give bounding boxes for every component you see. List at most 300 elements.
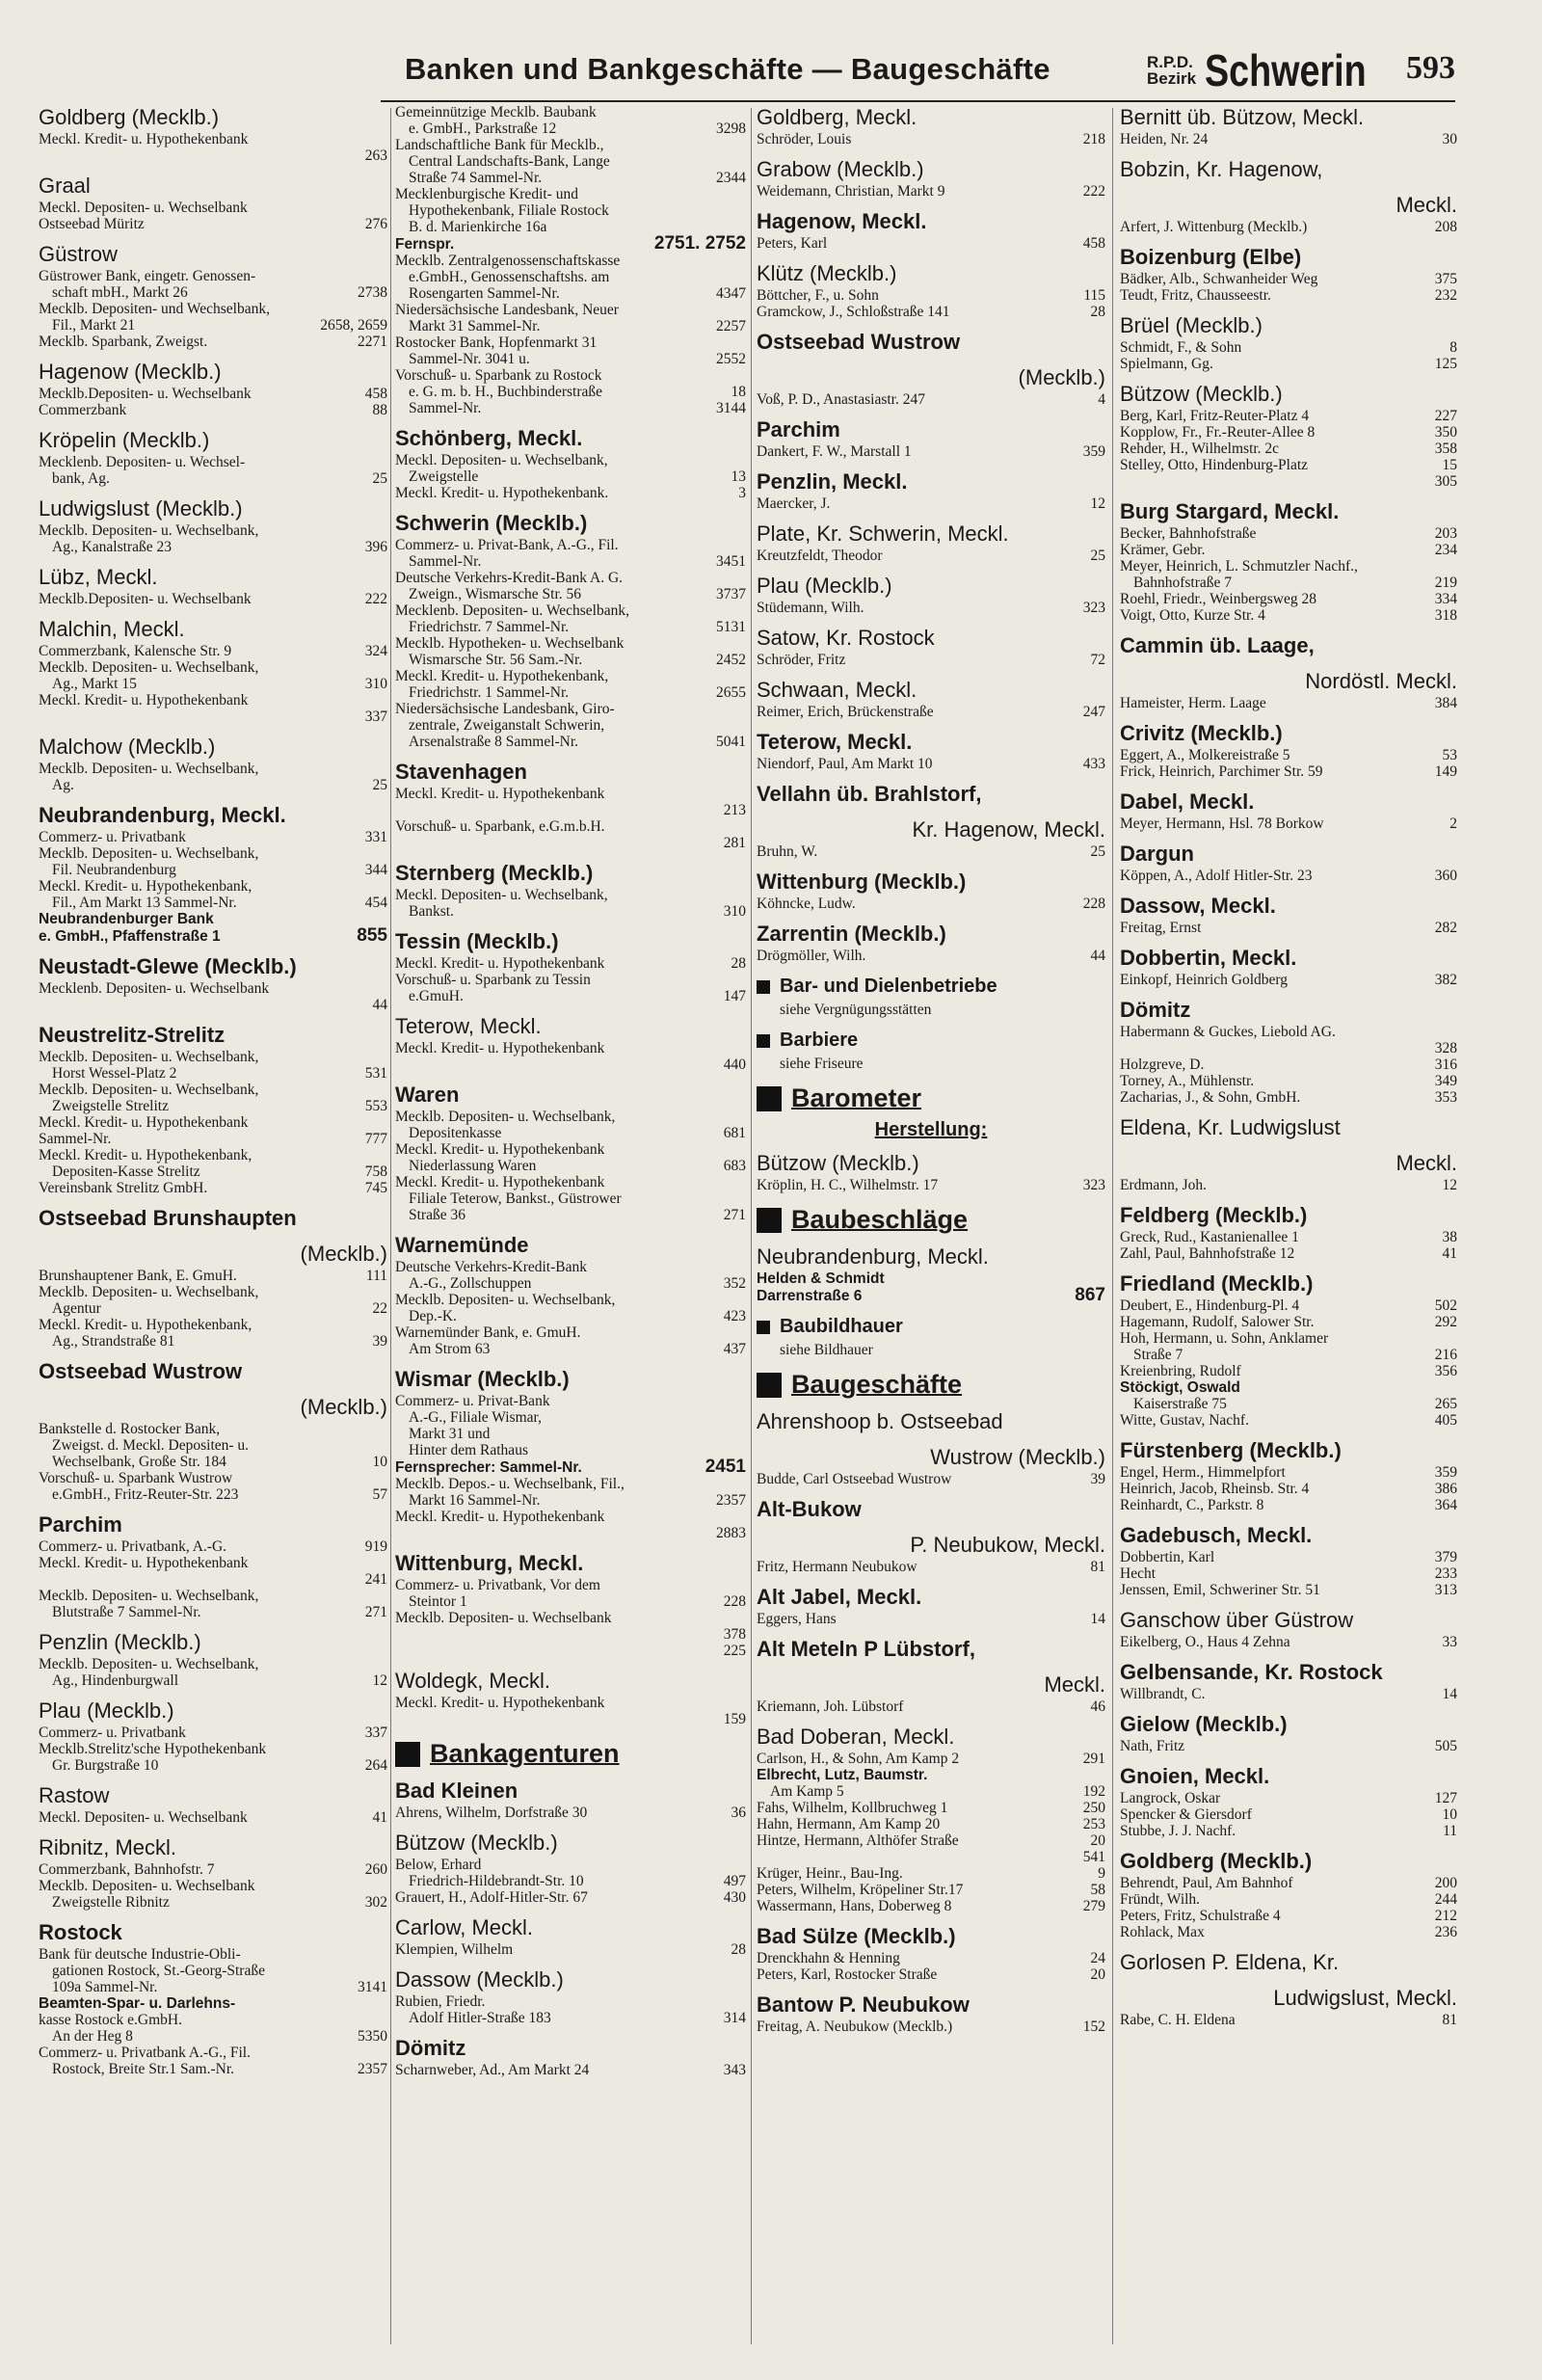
entry-name: Scharnweber, Ad., Am Markt 24 [395, 2062, 590, 2078]
district-city: Schwerin [1205, 45, 1367, 95]
phone-number: 323 [1082, 1177, 1105, 1193]
square-bullet-icon [395, 1742, 420, 1767]
directory-entry [757, 948, 1105, 964]
entry-name: Fil., Am Markt 13 Sammel-Nr. [52, 895, 237, 911]
phone-number: 212 [1434, 1908, 1457, 1924]
directory-entry [1120, 457, 1457, 473]
directory-entry [39, 845, 387, 862]
entry-name: Deutsche Verkehrs-Kredit-Bank A. G. [395, 570, 624, 586]
entry-name: Mecklb. Depositen- u. Wechselbank, [39, 1082, 259, 1098]
entry-name: Mecklb. Depositen- u. Wechselbank, [395, 1109, 616, 1125]
entry-name: Frick, Heinrich, Parchimer Str. 59 [1120, 763, 1323, 780]
directory-entry [757, 652, 1105, 668]
phone-number: 12 [1442, 1177, 1457, 1193]
entry-name: Brunshauptener Bank, E. GmuH. [39, 1268, 237, 1284]
directory-entry [395, 1941, 746, 1958]
directory-entry [39, 862, 387, 878]
directory-entry [757, 1177, 1105, 1193]
entry-name: Meyer, Hermann, Hsl. 78 Borkow [1120, 816, 1324, 832]
phone-number: 337 [364, 1725, 387, 1741]
phone-number: 10 [1442, 1806, 1457, 1823]
entry-name: Elbrecht, Lutz, Baumstr. [757, 1767, 928, 1783]
directory-entry [757, 896, 1105, 912]
district-label [1147, 54, 1196, 87]
phone-number: 222 [364, 591, 387, 607]
entry-name: Hagemann, Rudolf, Salower Str. [1120, 1314, 1315, 1330]
entry-name: Fritz, Hermann Neubukow [757, 1559, 917, 1575]
directory-entry [1120, 868, 1457, 884]
directory-entry [395, 955, 746, 972]
entry-name: Bruhn, W. [757, 843, 818, 860]
phone-number: 28 [1090, 304, 1105, 320]
phone-number: 260 [364, 1861, 387, 1878]
directory-entry [757, 843, 1105, 860]
entry-name: Mecklb. Hypotheken- u. Wechselbank [395, 635, 625, 652]
directory-entry [395, 1593, 746, 1610]
entry-name: Sammel-Nr. [409, 400, 482, 416]
directory-entry [39, 911, 387, 927]
directory-entry [39, 1049, 387, 1065]
entry-name: Friedrichstr. 1 Sammel-Nr. [409, 684, 570, 701]
directory-entry [395, 1695, 746, 1711]
phone-number: 228 [723, 1593, 746, 1610]
entry-name: Markt 31 Sammel-Nr. [409, 318, 541, 334]
directory-entry [39, 761, 387, 777]
directory-entry [1120, 271, 1457, 287]
phone-number: 328 [1434, 1040, 1457, 1056]
entry-name: Niedersächsische Landesbank, Giro- [395, 701, 615, 717]
place-heading: Gelbensande, Kr. Rostock [1120, 1660, 1383, 1684]
directory-entry [1120, 1024, 1457, 1040]
entry-name: Meckl. Kredit- u. Hypothekenbank [395, 786, 605, 802]
directory-entry [757, 131, 1105, 147]
phone-number: 3298 [716, 120, 746, 137]
directory-entry [39, 454, 387, 470]
directory-entry [757, 1270, 1105, 1287]
directory-entry [395, 351, 746, 367]
phone-number: 72 [1090, 652, 1105, 668]
phone-number: 81 [1090, 1559, 1105, 1575]
entry-name: Hecht [1120, 1565, 1156, 1582]
entry-name: Holzgreve, D. [1120, 1056, 1205, 1073]
directory-entry [1120, 816, 1457, 832]
directory-entry [1120, 695, 1457, 711]
entry-name: Voigt, Otto, Kurze Str. 4 [1120, 607, 1265, 624]
entry-name: Beamten-Spar- u. Darlehns- [39, 1995, 236, 2012]
place-heading: Zarrentin (Mecklb.) [757, 922, 946, 946]
category-label: Bar- und Dielenbetriebe [780, 976, 997, 997]
place-heading: Satow, Kr. Rostock [757, 626, 935, 650]
place-heading: Bernitt üb. Bützow, Meckl. [1120, 105, 1365, 129]
directory-entry [1120, 1481, 1457, 1497]
directory-entry [1120, 1056, 1457, 1073]
phone-number: 149 [1434, 763, 1457, 780]
cross-reference: siehe Bildhauer [780, 1342, 873, 1358]
directory-entry [757, 1783, 1105, 1800]
entry-name: Bädker, Alb., Schwanheider Weg [1120, 271, 1318, 287]
directory-entry [395, 537, 746, 553]
phone-number: 159 [723, 1711, 746, 1727]
page-title: Banken und Bankgeschäfte — Baugeschäfte [405, 52, 1050, 86]
entry-name: Friedrichstr. 7 Sammel-Nr. [409, 619, 570, 635]
entry-name: Berg, Karl, Fritz-Reuter-Platz 4 [1120, 408, 1310, 424]
entry-name: bank, Ag. [52, 470, 110, 487]
entry-name: e. G. m. b. H., Buchbinderstraße [409, 384, 603, 400]
phone-number: 115 [1083, 287, 1105, 304]
directory-entry [39, 1538, 387, 1555]
directory-entry [39, 2012, 387, 2028]
place-heading: Ludwigslust (Mecklb.) [39, 496, 243, 521]
entry-name: Steintor 1 [409, 1593, 467, 1610]
place-heading: Dargun [1120, 842, 1194, 866]
entry-name: Eggers, Hans [757, 1611, 837, 1627]
entry-name: schaft mbH., Markt 26 [52, 284, 188, 301]
place-heading: Ahrenshoop b. Ostseebad [757, 1409, 1003, 1433]
entry-name: Hinter dem Rathaus [409, 1442, 528, 1458]
entry-name: Engel, Herm., Himmelpfort [1120, 1464, 1286, 1481]
place-heading: Bad Kleinen [395, 1778, 518, 1803]
place-heading: Goldberg (Mecklb.) [1120, 1849, 1313, 1873]
entry-name: Arsenalstraße 8 Sammel-Nr. [409, 734, 579, 750]
phone-number: 28 [731, 955, 746, 972]
square-bullet-icon [757, 1086, 782, 1111]
phone-number: 358 [1434, 441, 1457, 457]
entry-name: Hypothekenbank, Filiale Rostock [409, 202, 609, 219]
place-heading: Dabel, Meckl. [1120, 789, 1255, 814]
entry-name: Meckl. Depositen- u. Wechselbank [39, 1809, 248, 1826]
phone-number: 15 [1442, 457, 1457, 473]
directory-entry [395, 1158, 746, 1174]
phone-number: 192 [1082, 1783, 1105, 1800]
entry-name: Peters, Fritz, Schulstraße 4 [1120, 1908, 1281, 1924]
directory-entry [395, 1442, 746, 1458]
entry-name: Am Strom 63 [409, 1341, 491, 1357]
column-1 [39, 104, 387, 2350]
entry-name: Böttcher, F., u. Sohn [757, 287, 879, 304]
directory-entry [757, 391, 1105, 408]
place-heading: Meckl. [1396, 1151, 1457, 1175]
page-header [381, 45, 1455, 102]
entry-name: Vorschuß- u. Sparbank zu Rostock [395, 367, 602, 384]
phone-number: 291 [1082, 1751, 1105, 1767]
phone-number: 13 [731, 468, 746, 485]
directory-entry [1120, 1823, 1457, 1839]
place-heading: Klütz (Mecklb.) [757, 261, 897, 285]
entry-name: Ag., Hindenburgwall [52, 1672, 179, 1689]
directory-entry [757, 548, 1105, 564]
phone-number: 331 [364, 829, 387, 845]
entry-name: Peters, Karl [757, 235, 828, 252]
entry-name: Meckl. Depositen- u. Wechselbank [39, 200, 248, 216]
entry-name: Ostseebad Müritz [39, 216, 145, 232]
phone-number: 919 [364, 1538, 387, 1555]
directory-entry [395, 570, 746, 586]
entry-name: Rostock, Breite Str.1 Sam.-Nr. [52, 2061, 235, 2077]
entry-name: Meckl. Kredit- u. Hypothekenbank [395, 1141, 605, 1158]
place-heading: Dömitz [1120, 998, 1191, 1022]
directory-entry [1120, 1297, 1457, 1314]
entry-name: Schröder, Fritz [757, 652, 846, 668]
phone-number: 244 [1434, 1891, 1457, 1908]
phone-number: 353 [1434, 1089, 1457, 1106]
directory-entry [1120, 1582, 1457, 1598]
entry-name: Carlson, H., & Sohn, Am Kamp 2 [757, 1751, 960, 1767]
directory-entry [39, 216, 387, 232]
place-heading: Bützow (Mecklb.) [1120, 382, 1283, 406]
directory-entry [39, 2028, 387, 2045]
directory-entry [757, 1800, 1105, 1816]
phone-number: 2271 [358, 334, 387, 350]
entry-name: Rehder, H., Wilhelmstr. 2c [1120, 441, 1280, 457]
place-heading: Malchow (Mecklb.) [39, 735, 216, 759]
directory-entry [39, 1604, 387, 1620]
place-heading: Wustrow (Mecklb.) [930, 1445, 1105, 1469]
phone-number: 152 [1082, 2019, 1105, 2035]
directory-entry [757, 1767, 1105, 1783]
entry-name: B. d. Marienkirche 16a [409, 219, 547, 235]
place-heading: Ostseebad Brunshaupten [39, 1206, 297, 1230]
phone-number: 5131 [716, 619, 746, 635]
phone-number: 305 [1434, 473, 1457, 490]
directory-entry [1120, 131, 1457, 147]
entry-name: Mecklb. Depositen- u. Wechselbank, [39, 1588, 259, 1604]
directory-entry [395, 1610, 746, 1626]
entry-name: Reinhardt, C., Parkstr. 8 [1120, 1497, 1264, 1513]
directory-entry [395, 104, 746, 120]
directory-entry [1120, 1040, 1457, 1056]
phone-number: 219 [1434, 575, 1457, 591]
directory-entry [757, 235, 1105, 252]
place-heading: Stavenhagen [395, 760, 527, 784]
place-heading: Dassow, Meckl. [1120, 894, 1276, 918]
entry-name: Teudt, Fritz, Chausseestr. [1120, 287, 1271, 304]
directory-entry [395, 153, 746, 170]
place-heading: Teterow, Meckl. [395, 1014, 542, 1038]
entry-name: Fernsprecher: Sammel-Nr. [395, 1459, 582, 1476]
phone-number: 5041 [716, 734, 746, 750]
phone-number: 25 [372, 470, 387, 487]
phone-number: 758 [364, 1163, 387, 1180]
phone-number: 497 [723, 1873, 746, 1889]
directory-entry [39, 1486, 387, 1503]
entry-name: Ahrens, Wilhelm, Dorfstraße 30 [395, 1805, 588, 1821]
phone-number: 502 [1434, 1297, 1457, 1314]
directory-entry [1120, 525, 1457, 542]
entry-name: Commerz- u. Privatbank, A.-G. [39, 1538, 227, 1555]
entry-name: Becker, Bahnhofstraße [1120, 525, 1257, 542]
phone-number: 405 [1434, 1412, 1457, 1429]
directory-entry [395, 1525, 746, 1541]
phone-number: 33 [1442, 1634, 1457, 1650]
directory-entry [39, 1878, 387, 1894]
phone-number: 39 [1090, 1471, 1105, 1487]
entry-name: Krämer, Gebr. [1120, 542, 1206, 558]
directory-entry [395, 786, 746, 802]
entry-name: Stüdemann, Wilh. [757, 600, 864, 616]
place-heading: Teterow, Meckl. [757, 730, 913, 754]
directory-entry [395, 1190, 746, 1207]
directory-entry [39, 895, 387, 911]
phone-number: 127 [1434, 1790, 1457, 1806]
phone-number: 227 [1434, 408, 1457, 424]
column-4 [1120, 104, 1457, 2350]
entry-name: gationen Rostock, St.-Georg-Straße [52, 1963, 265, 1979]
directory-entry [395, 818, 746, 835]
entry-name: Peters, Karl, Rostocker Straße [757, 1966, 938, 1983]
directory-entry [39, 1894, 387, 1911]
category-label: Barometer [791, 1083, 922, 1112]
place-heading: Schwaan, Meckl. [757, 678, 917, 702]
entry-name: Bankstelle d. Rostocker Bank, [39, 1421, 221, 1437]
directory-entry [757, 1559, 1105, 1575]
phone-number: 683 [723, 1158, 746, 1174]
phone-number: 867 [1075, 1285, 1105, 1305]
entry-name: Mecklb.Depositen- u. Wechselbank [39, 591, 252, 607]
entry-name: e.GmuH. [409, 988, 464, 1004]
place-heading: Meckl. [1396, 193, 1457, 217]
place-heading: Woldegk, Meckl. [395, 1669, 550, 1693]
directory-entry [1120, 1177, 1457, 1193]
directory-entry [757, 1849, 1105, 1865]
place-heading: Feldberg (Mecklb.) [1120, 1203, 1308, 1227]
place-heading: Plau (Mecklb.) [757, 574, 892, 598]
entry-name: Nath, Fritz [1120, 1738, 1185, 1754]
entry-name: Sammel-Nr. [39, 1131, 112, 1147]
place-heading: Bützow (Mecklb.) [757, 1151, 919, 1175]
directory-entry [39, 317, 387, 334]
entry-name: Fahs, Wilhelm, Kollbruchweg 1 [757, 1800, 948, 1816]
entry-name: Wassermann, Hans, Doberweg 8 [757, 1898, 952, 1914]
phone-number: 36 [731, 1805, 746, 1821]
category-heading [757, 1316, 1105, 1338]
place-heading: Hagenow (Mecklb.) [39, 360, 222, 384]
phone-number: 364 [1434, 1497, 1457, 1513]
directory-entry [1120, 542, 1457, 558]
category-label: Baubeschläge [791, 1205, 969, 1234]
phone-number: 232 [1434, 287, 1457, 304]
phone-number: 344 [364, 862, 387, 878]
entry-name: Meckl. Kredit- u. Hypothekenbank [395, 955, 605, 972]
phone-number: 4347 [716, 285, 746, 302]
directory-entry [757, 1816, 1105, 1832]
entry-name: Mecklb. Depositen- u. Wechselbank, [39, 845, 259, 862]
phone-number: 396 [364, 539, 387, 555]
entry-name: Mecklb.Depositen- u. Wechselbank [39, 386, 252, 402]
entry-name: Spencker & Giersdorf [1120, 1806, 1252, 1823]
district-label-line1: R.P.D. [1147, 53, 1193, 71]
directory-entry [395, 1626, 746, 1643]
directory-entry [395, 1292, 746, 1308]
directory-entry [39, 2061, 387, 2077]
entry-name: Niendorf, Paul, Am Markt 10 [757, 756, 933, 772]
directory-entry [395, 170, 746, 186]
directory-entry [39, 1163, 387, 1180]
place-heading: Neubrandenburg, Meckl. [757, 1244, 989, 1269]
directory-entry [757, 1865, 1105, 1882]
category-heading [757, 1030, 1105, 1052]
phone-number: 334 [1434, 591, 1457, 607]
place-heading: Burg Stargard, Meckl. [1120, 499, 1340, 523]
phone-number: 302 [364, 1894, 387, 1911]
place-heading: Crivitz (Mecklb.) [1120, 721, 1283, 745]
place-heading: Kröpelin (Mecklb.) [39, 428, 210, 452]
entry-name: Bank für deutsche Industrie-Obli- [39, 1946, 241, 1963]
phone-number: 241 [364, 1571, 387, 1588]
directory-entry [757, 2019, 1105, 2035]
entry-name: Dankert, F. W., Marstall 1 [757, 443, 912, 460]
phone-number: 2451 [705, 1457, 746, 1477]
place-heading: Grabow (Mecklb.) [757, 157, 924, 181]
place-heading: Graal [39, 174, 91, 198]
directory-entry [39, 402, 387, 418]
phone-number: 458 [1082, 235, 1105, 252]
entry-name: Fernspr. [395, 236, 455, 253]
directory-entry [395, 1259, 746, 1275]
entry-name: Deutsche Verkehrs-Kredit-Bank [395, 1259, 587, 1275]
category-heading [757, 976, 1105, 998]
place-heading: Ostseebad Wustrow [39, 1359, 243, 1383]
place-heading: Waren [395, 1083, 460, 1107]
directory-entry [395, 269, 746, 285]
entry-name: Darrenstraße 6 [757, 1288, 863, 1304]
entry-name: Meckl. Kredit- u. Hypothekenbank [395, 1040, 605, 1056]
entry-name: Meyer, Heinrich, L. Schmutzler Nachf., [1120, 558, 1358, 575]
entry-name: e. GmbH., Pfaffenstraße 1 [39, 928, 221, 945]
directory-entry [39, 1333, 387, 1350]
entry-name: Meckl. Kredit- u. Hypothekenbank [395, 1509, 605, 1525]
place-heading: Malchin, Meckl. [39, 617, 185, 641]
phone-number: 360 [1434, 868, 1457, 884]
directory-entry [1120, 575, 1457, 591]
phone-number: 225 [723, 1643, 746, 1659]
entry-name: A.-G., Zollschuppen [409, 1275, 532, 1292]
directory-entry [395, 1476, 746, 1492]
directory-entry [39, 1571, 387, 1588]
directory-entry [39, 1114, 387, 1131]
entry-name: Krüger, Heinr., Bau-Ing. [757, 1865, 903, 1882]
phone-number: 57 [372, 1486, 387, 1503]
phone-number: 458 [364, 386, 387, 402]
entry-name: Maercker, J. [757, 495, 831, 512]
phone-number: 531 [364, 1065, 387, 1082]
directory-entry [39, 1809, 387, 1826]
directory-entry [757, 304, 1105, 320]
phone-number: 4 [1098, 391, 1105, 408]
phone-number: 2738 [358, 284, 387, 301]
phone-number: 2257 [716, 318, 746, 334]
place-heading: Nordöstl. Meckl. [1305, 669, 1457, 693]
directory-entry [1120, 1089, 1457, 1106]
phone-number: 44 [372, 997, 387, 1013]
phone-number: 11 [1443, 1823, 1457, 1839]
directory-entry [395, 903, 746, 920]
phone-number: 2357 [358, 2061, 387, 2077]
entry-name: Commerz- u. Privatbank [39, 1725, 186, 1741]
entry-name: Heiden, Nr. 24 [1120, 131, 1209, 147]
phone-number: 386 [1434, 1481, 1457, 1497]
entry-name: Peters, Wilhelm, Kröpeliner Str.17 [757, 1882, 964, 1898]
place-heading: Alt-Bukow [757, 1497, 862, 1521]
phone-number: 253 [1082, 1816, 1105, 1832]
phone-number: 14 [1442, 1686, 1457, 1702]
place-heading: Dömitz [395, 2036, 466, 2060]
phone-number: 25 [1090, 548, 1105, 564]
directory-entry [757, 704, 1105, 720]
entry-name: Grauert, H., Adolf-Hitler-Str. 67 [395, 1889, 588, 1906]
phone-number: 12 [372, 1672, 387, 1689]
entry-name: Drenckhahn & Henning [757, 1950, 900, 1966]
directory-entry [39, 470, 387, 487]
